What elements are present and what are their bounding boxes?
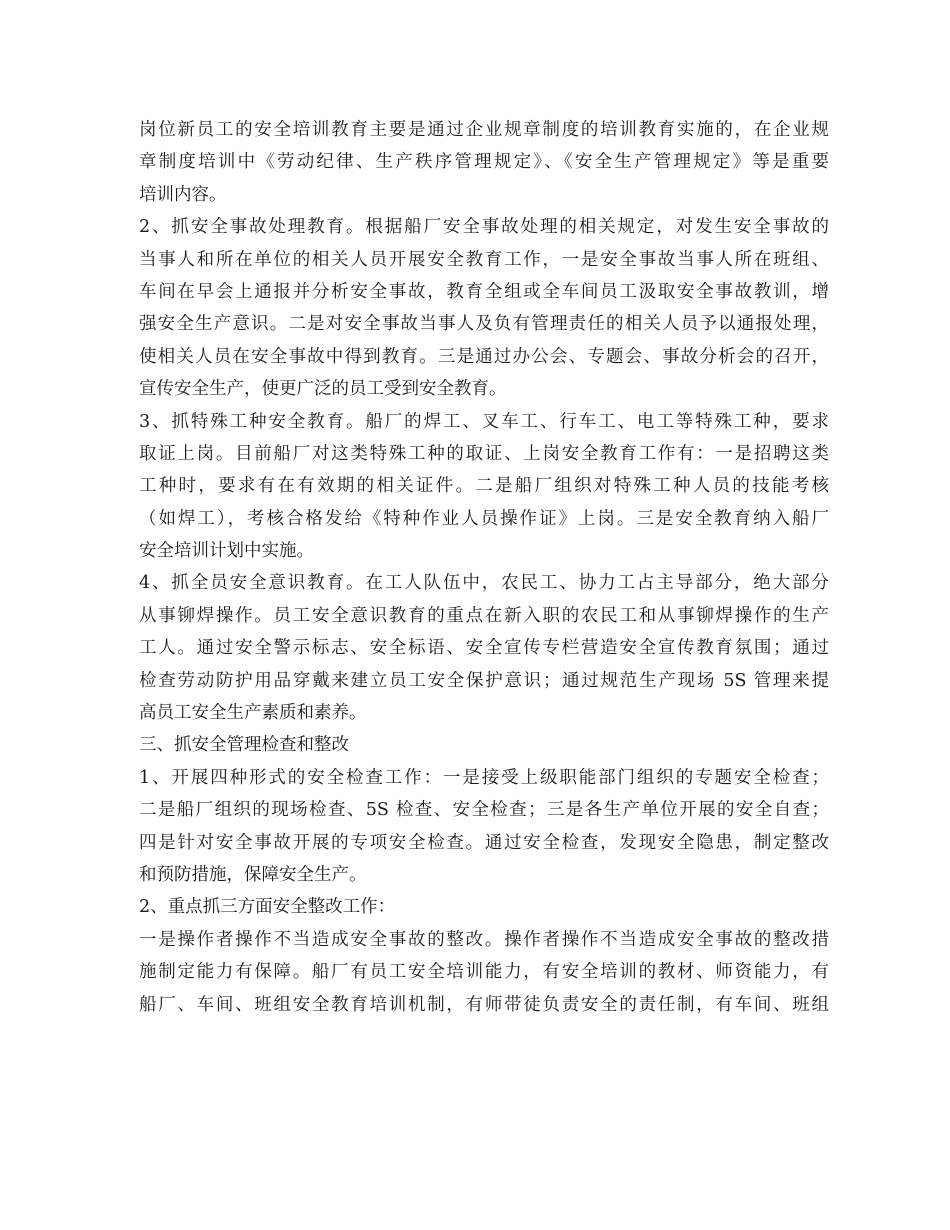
text-line: 使相关人员在安全事故中得到教育。三是通过办公会、专题会、事故分析会的召开， <box>139 346 829 367</box>
text-line: 一是操作者操作不当造成安全事故的整改。操作者操作不当造成安全事故的整改措 <box>139 929 829 950</box>
text-line: （如焊工），考核合格发给《特种作业人员操作证》上岗。三是安全教育纳入船厂 <box>139 508 829 529</box>
text-line: 船厂、车间、班组安全教育培训机制，有师带徒负责安全的责任制，有车间、班组 <box>139 994 829 1015</box>
text-line: 三、抓安全管理检查和整改 <box>139 735 349 756</box>
text-line: 岗位新员工的安全培训教育主要是通过企业规章制度的培训教育实施的，在企业规 <box>139 120 829 140</box>
text-line: 宣传安全生产，使更广泛的员工受到安全教育。 <box>139 379 507 400</box>
text-line: 2、重点抓三方面安全整改工作： <box>139 897 396 918</box>
body-text <box>139 114 829 1021</box>
text-line: 2、抓安全事故处理教育。根据船厂安全事故处理的相关规定，对发生安全事故的 <box>139 217 829 238</box>
text-line: 工种时，要求有在有效期的相关证件。二是船厂组织对特殊工种人员的技能考核 <box>139 476 829 497</box>
text-line: 4、抓全员安全意识教育。在工人队伍中，农民工、协力工占主导部分，绝大部分 <box>139 573 829 594</box>
text-line: 强安全生产意识。二是对安全事故当事人及负有管理责任的相关人员予以通报处理， <box>139 314 829 335</box>
text-line: 3、抓特殊工种安全教育。船厂的焊工、叉车工、行车工、电工等特殊工种，要求 <box>139 411 829 432</box>
text-line: 安全培训计划中实施。 <box>139 541 314 562</box>
text-line: 1、开展四种形式的安全检查工作：一是接受上级职能部门组织的专题安全检查； <box>139 767 829 788</box>
text-line: 二是船厂组织的现场检查、5S 检查、安全检查；三是各生产单位开展的安全自查； <box>139 800 829 821</box>
text-line: 检查劳动防护用品穿戴来建立员工安全保护意识；通过规范生产现场 5S 管理来提 <box>139 670 829 691</box>
text-line: 和预防措施，保障安全生产。 <box>139 864 367 885</box>
text-line: 四是针对安全事故开展的专项安全检查。通过安全检查，发现安全隐患，制定整改 <box>139 832 829 853</box>
text-line: 工人。通过安全警示标志、安全标语、安全宣传专栏营造安全宣传教育氛围；通过 <box>139 638 829 659</box>
text-line: 车间在早会上通报并分析安全事故，教育全组或全车间员工汲取安全事故教训，增 <box>139 281 829 302</box>
text-line: 当事人和所在单位的相关人员开展安全教育工作，一是安全事故当事人所在班组、 <box>139 249 829 270</box>
text-line: 章制度培训中《劳动纪律、生产秩序管理规定》、《安全生产管理规定》等是重要 <box>139 152 829 173</box>
text-line: 从事铆焊操作。员工安全意识教育的重点在新入职的农民工和从事铆焊操作的生产 <box>139 605 829 626</box>
text-line: 施制定能力有保障。船厂有员工安全培训能力，有安全培训的教材、师资能力，有 <box>139 962 829 983</box>
text-line: 培训内容。 <box>139 184 227 205</box>
text-line: 取证上岗。目前船厂对这类特殊工种的取证、上岗安全教育工作有：一是招聘这类 <box>139 443 829 464</box>
text-line: 高员工安全生产素质和素养。 <box>139 703 367 724</box>
